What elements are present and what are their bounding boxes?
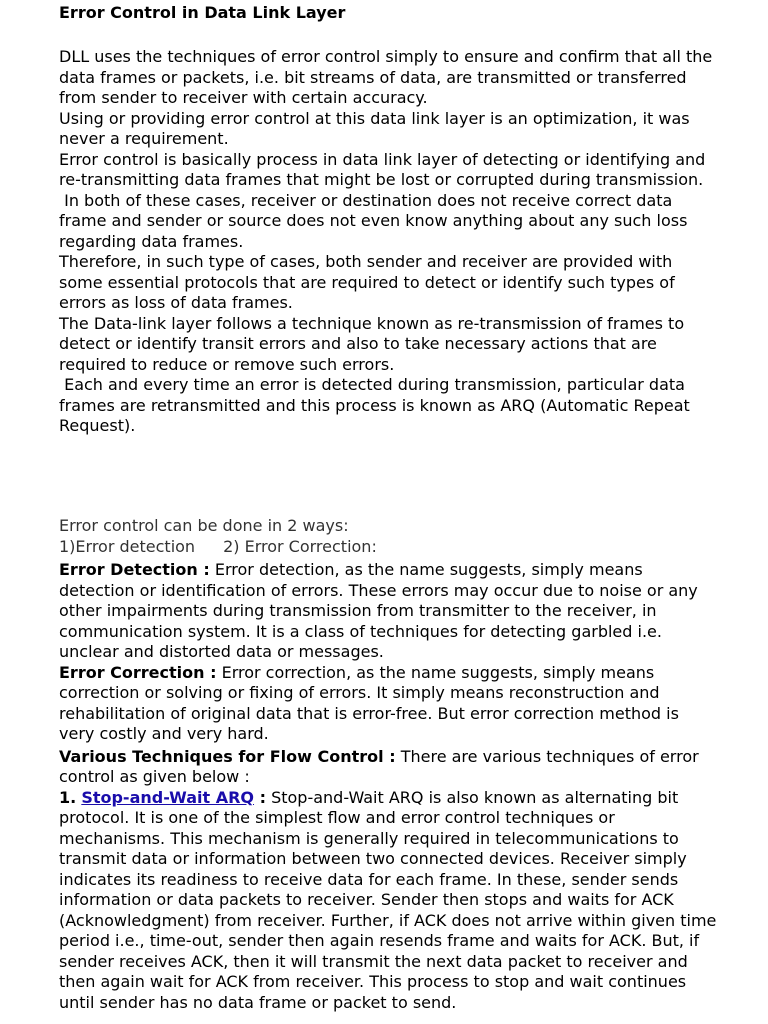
definitions-section xyxy=(59,560,722,1013)
intro-section xyxy=(59,47,719,437)
intro-paragraph: Error control is basically process in data link layer of detecting or identifying and re-transmitting data frames that might be lost or corrupted during transmission. xyxy=(59,149,706,189)
error-correction-term: Error Correction : xyxy=(59,662,217,682)
techniques-paragraph xyxy=(59,747,719,788)
technique-item xyxy=(59,787,722,1014)
intro-paragraph: Therefore, in such type of cases, both sender and receiver are provided with some essential protocols that are required to detect or identify such types of errors as loss of data frames. xyxy=(59,252,675,312)
ways-section xyxy=(59,516,719,557)
technique-number: 1. xyxy=(59,787,77,807)
intro-paragraph: DLL uses the techniques of error control simply to ensure and confirm that all the data frames or packets, i.e. bit streams of data, are transmitted or transferred from sender to receiver with certain accuracy. xyxy=(59,47,713,107)
page-title: Error Control in Data Link Layer xyxy=(59,3,346,22)
techniques-term: Various Techniques for Flow Control : xyxy=(59,746,396,766)
intro-paragraph: In both of these cases, receiver or destination does not receive correct data frame and sender or source does not even know anything about any such loss regarding data frames. xyxy=(59,190,693,251)
error-detection-paragraph xyxy=(59,560,719,663)
intro-paragraph: The Data-link layer follows a technique known as re-transmission of frames to detect or identify transit errors and also to take necessary actions that are required to reduce or remove such errors. xyxy=(59,313,685,374)
error-detection-term: Error Detection : xyxy=(59,560,210,579)
stop-and-wait-arq-link[interactable]: Stop-and-Wait ARQ xyxy=(81,787,255,807)
way-error-detection: 1)Error detection xyxy=(59,536,196,556)
intro-paragraph: Using or providing error control at this data link layer is an optimization, it was never a requirement. xyxy=(59,108,690,148)
ways-heading: Error control can be done in 2 ways: xyxy=(59,516,349,535)
techniques-text: There are various techniques of error control as given below : xyxy=(59,746,704,786)
error-detection-text: Error detection, as the name suggests, simply means detection or identification of errors. These errors may occur due to noise or any other impairments during transmission from transmitter to the receiver, in communication system. It is a class of techniques for detecting garbled i.e. unclear and distorted data or messages. xyxy=(59,560,703,661)
ways-list xyxy=(59,537,719,558)
technique-separator: : xyxy=(254,787,266,807)
error-correction-paragraph xyxy=(59,663,719,745)
error-correction-text: Error correction, as the name suggests, simply means correction or solving or fixing of errors. It simply means reconstruction and rehabilitation of original data that is error-free. But error correction method is very costly and very hard. xyxy=(59,662,685,743)
way-error-correction: 2) Error Correction: xyxy=(223,536,377,556)
intro-paragraph: Each and every time an error is detected during transmission, particular data frames are retransmitted and this process is known as ARQ (Automatic Repeat Request). xyxy=(59,375,695,435)
technique-text: Stop-and-Wait ARQ is also known as alternating bit protocol. It is one of the simplest flow and error control techniques or mechanisms. This mechanism is generally required in telecommunications to transmit data or information between two connected devices. Receiver simply indicates its readiness to receive data for each frame. In these, sender sends information or data packets to receiver. Sender then stops and waits for ACK (Acknowledgment) from receiver. Further, if ACK does not arrive within given time period i.e., time-out, sender then again resends frame and waits for ACK. But, if sender receives ACK, then it will transmit the next data packet to receiver and then again wait for ACK from receiver. This process to stop and wait continues until sender has no data frame or packet to send. xyxy=(59,787,722,1012)
